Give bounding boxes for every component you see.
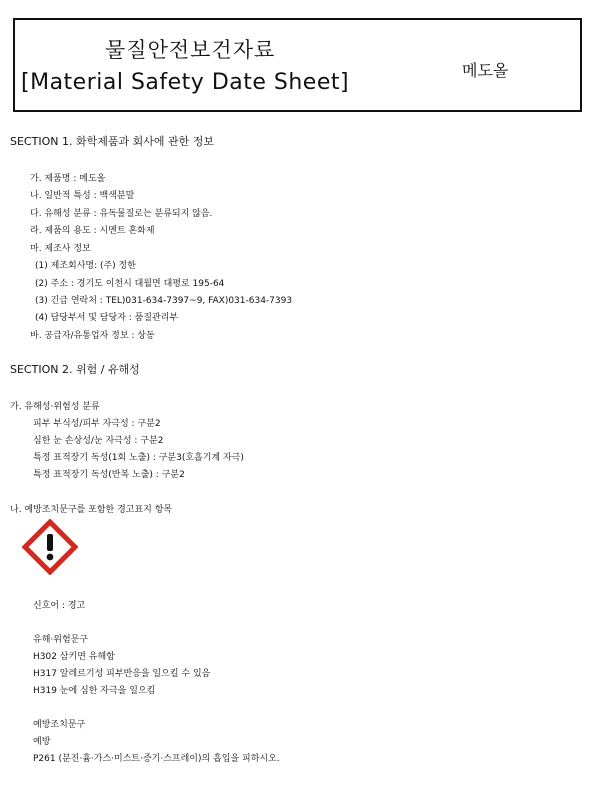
section1-line: (3) 긴급 연락처 : TEL)031-634-7397~9, FAX)031-634-7393 — [35, 296, 293, 306]
section1-line: 나. 일반적 특성 : 백색분말 — [30, 191, 135, 201]
hazard-statement: H317 알레르기성 피부반응을 일으킬 수 있음 — [33, 669, 211, 679]
classification-line: 특정 표적장기 독성(1회 노출) : 구분3(호흡기계 자극) — [33, 453, 244, 463]
document-header — [13, 18, 582, 112]
section1-line: 가. 제품명 : 메도올 — [30, 174, 106, 184]
section1-line: 바. 공급자/유통업자 정보 : 상동 — [30, 331, 155, 341]
section1-title: SECTION 1. 화학제품과 회사에 관한 정보 — [10, 135, 214, 148]
section1-line: 다. 유해성 분류 : 유독물질로는 분류되지 않음. — [30, 209, 213, 219]
section1-line: (2) 주소 : 경기도 이천시 대월면 대평로 195-64 — [35, 279, 225, 289]
section1-line: (4) 담당부서 및 담당자 : 품질관리부 — [35, 313, 179, 323]
section1-line: 라. 제품의 용도 : 시멘트 혼화제 — [30, 226, 155, 236]
hazard-statements-heading: 유해·위험문구 — [33, 635, 89, 645]
classification-line: 심한 눈 손상성/눈 자극성 : 구분2 — [33, 436, 164, 446]
hazard-statement: H319 눈에 심한 자극을 일으킴 — [33, 686, 156, 696]
section2-title: SECTION 2. 위험 / 유해성 — [10, 363, 140, 376]
document-title-korean: 물질안전보건자료 — [105, 38, 276, 62]
classification-line: 특정 표적장기 독성(반복 노출) : 구분2 — [33, 470, 185, 480]
precaution-heading: 예방조치문구 — [33, 720, 86, 730]
signal-word: 신호어 : 경고 — [33, 601, 86, 611]
document-title-english: [Material Safety Date Sheet] — [21, 70, 350, 95]
precaution-statement: P261 (분진·흄·가스·미스트·증기·스프레이)의 흡입을 피하시오. — [33, 754, 280, 764]
exclamation-mark-hazard-icon — [22, 519, 78, 575]
classification-heading: 가. 유해성·위험성 분류 — [10, 402, 100, 412]
prevention-heading: 예방 — [33, 737, 51, 747]
section1-line: (1) 제조회사명: (주) 정한 — [35, 261, 136, 271]
classification-line: 피부 부식성/피부 자극성 : 구분2 — [33, 419, 161, 429]
product-name: 메도올 — [462, 61, 509, 80]
hazard-statement: H302 삼키면 유해함 — [33, 652, 115, 662]
label-heading: 나. 예방조치문구를 포함한 경고표지 항목 — [10, 505, 173, 515]
section1-line: 마. 제조사 정보 — [30, 244, 91, 254]
